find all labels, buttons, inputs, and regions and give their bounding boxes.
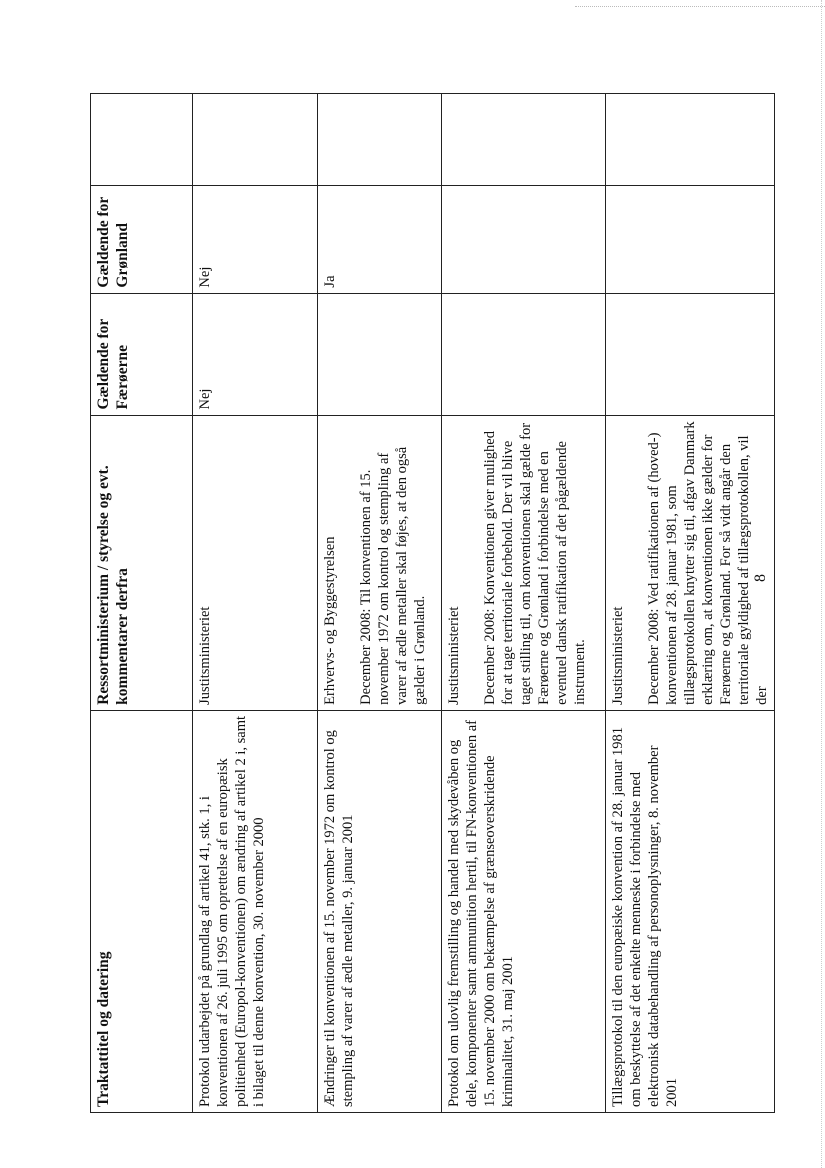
- page-number: 8: [752, 574, 769, 582]
- treaty-table: [90, 93, 775, 1113]
- ministry-name: Erhvervs- og Byggestyrelsen: [322, 536, 338, 705]
- header-faroe: Gældende for Færøerne: [91, 293, 193, 415]
- empty-cell: [606, 94, 775, 186]
- faroe-cell: [442, 293, 606, 415]
- ministry-cell: [193, 415, 318, 710]
- ministry-comment: December 2008: Til konventionen af 15. november 1972 om kontrol og stempling af varer af ædle metaller skal føjes, at den også gælder i Grønland.: [358, 446, 428, 705]
- header-greenland: Gældende for Grønland: [91, 185, 193, 293]
- ministry-cell: [606, 415, 775, 710]
- ministry-name: Justitsministeriet: [610, 606, 626, 705]
- scan-edge-line-right: [821, 0, 823, 1168]
- ministry-name: Justitsministeriet: [446, 606, 462, 705]
- empty-cell: [193, 94, 318, 186]
- greenland-cell: [606, 185, 775, 293]
- ministry-comment: December 2008: Konventionen giver mulighed for at tage territoriale forbehold. Der vil blive taget stilling til, om konventionen skal gælde for Færøerne og Grønland i forbindelse med en eventuel dansk ratifikation af det pågældende instrument.: [482, 422, 588, 705]
- table-header-row: [91, 94, 193, 1113]
- header-treaty: Traktattitel og datering: [91, 710, 193, 1112]
- treaty-cell: Protokol udarbejdet på grundlag af artikel 41, stk. 1, i konventionen af 26. juli 1995 om oprettelse af en europæisk politienhed (Europol-konventionen) om ændring af artikel 2 i, samt i bilaget til denne konvention, 30. november 2000: [193, 710, 318, 1112]
- faroe-cell: Nej: [193, 293, 318, 415]
- header-empty: [91, 94, 193, 186]
- scan-edge-line: [575, 6, 825, 7]
- empty-cell: [442, 94, 606, 186]
- faroe-cell: [318, 293, 442, 415]
- greenland-cell: Nej: [193, 185, 318, 293]
- ministry-cell: [442, 415, 606, 710]
- ministry-comment: December 2008: Ved ratifikationen af (hoved-) konventionen af 28. januar 1981, som tillægsprotokollen knytter sig til, afgav Danmark erklæring om, at konventionen ikke gælder for Færøerne og Grønland. For så vidt angår den territoriale gyldighed af tillægsprotokollen, vil der: [646, 421, 770, 705]
- table-row: [193, 94, 318, 1113]
- greenland-cell: Ja: [318, 185, 442, 293]
- table-row: [442, 94, 606, 1113]
- ministry-cell: [318, 415, 442, 710]
- header-ministry: Ressortministerium / styrelse og evt. kommentarer derfra: [91, 415, 193, 710]
- greenland-cell: [442, 185, 606, 293]
- table-row: [318, 94, 442, 1113]
- treaty-table-container: [90, 93, 770, 1113]
- faroe-cell: [606, 293, 775, 415]
- ministry-name: Justitsministeriet: [197, 606, 213, 705]
- treaty-cell: Protokol om ulovlig fremstilling og handel med skydevåben og dele, komponenter samt ammunition hertil, til FN-konventionen af 15. november 2000 om bekæmpelse af grænseoverskridende kriminalitet, 31. maj 2001: [442, 710, 606, 1112]
- table-row: [606, 94, 775, 1113]
- treaty-cell: Tillægsprotokol til den europæiske konvention af 28. januar 1981 om beskyttelse af det enkelte menneske i forbindelse med elektronisk databehandling af personoplysninger, 8. november 2001: [606, 710, 775, 1112]
- treaty-cell: Ændringer til konventionen af 15. november 1972 om kontrol og stempling af varer af ædle metaller, 9. januar 2001: [318, 710, 442, 1112]
- empty-cell: [318, 94, 442, 186]
